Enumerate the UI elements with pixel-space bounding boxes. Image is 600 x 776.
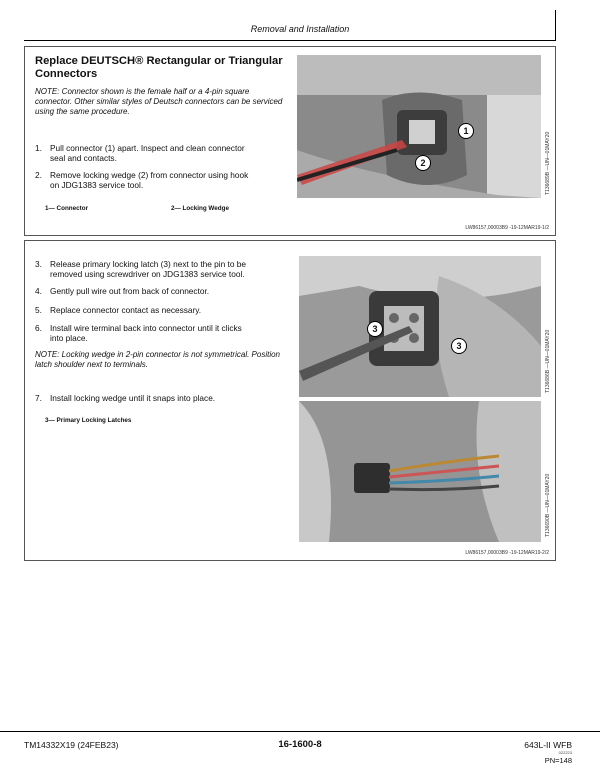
document-reference: LW86157,00003B9 -19-12MAR19-1/2: [465, 225, 549, 231]
step-3: 3. Release primary locking latch (3) next to the pin to be removed using screwdriver on JDG1383 service tool.: [35, 259, 246, 279]
print-date-code: 022223: [558, 750, 572, 755]
page-number: 16-1600-8: [278, 739, 322, 750]
connector-photo-1: [297, 55, 541, 198]
footer-rule: [0, 731, 600, 732]
header-rule: [24, 40, 556, 41]
figure-id: T136689B —UN—01MAY20: [545, 131, 551, 195]
note-connector: NOTE: Connector shown is the female half or a 4-pin square connector. Other similar styles of Deutsch connectors can be serviced using the same procedure.: [35, 87, 283, 116]
callout-1: 1: [458, 123, 474, 139]
document-reference: LW86157,00003B9 -19-12MAR19-2/2: [465, 550, 549, 556]
figure-id-1: T136686B —UN—01MAY20: [545, 329, 551, 393]
legend-primary-locking-latches: 3— Primary Locking Latches: [45, 417, 132, 424]
section-title: Replace DEUTSCH® Rectangular or Triangular Connectors: [35, 55, 283, 80]
pn-number: PN=148: [544, 756, 572, 765]
legend-connector: 1— Connector: [45, 205, 89, 212]
running-header: Removal and Installation: [250, 24, 350, 34]
procedure-block-2: [24, 240, 556, 561]
procedure-block-1: [24, 46, 556, 236]
photo-illustration: [297, 55, 541, 198]
callout-3-right: 3: [451, 338, 467, 354]
connector-photo-2: [299, 256, 541, 397]
machine-model: 643L-II WFB: [524, 740, 572, 750]
step-6: 6. Install wire terminal back into connector until it clicks into place.: [35, 323, 242, 343]
step-4: 4. Gently pull wire out from back of connector.: [35, 286, 210, 296]
photo-illustration: [299, 401, 541, 542]
step-5: 5. Replace connector contact as necessary.: [35, 305, 202, 315]
callout-2: 2: [415, 155, 431, 171]
callout-3-left: 3: [367, 321, 383, 337]
step-2: 2. Remove locking wedge (2) from connector using hook on JDG1383 service tool.: [35, 170, 249, 190]
connector-photo-3: [299, 401, 541, 542]
legend-locking-wedge: 2— Locking Wedge: [171, 205, 229, 212]
note-locking-wedge: NOTE: Locking wedge in 2-pin connector is not symmetrical. Position latch shoulder next to terminals.: [35, 350, 280, 369]
photo-illustration: [299, 256, 541, 397]
step-7: 7. Install locking wedge until it snaps into place.: [35, 393, 216, 403]
manual-id: TM14332X19 (24FEB23): [24, 740, 119, 750]
step-1: 1. Pull connector (1) apart. Inspect and clean connector seal and contacts.: [35, 143, 245, 163]
figure-id-2: T136690B —UN—01MAY20: [545, 473, 551, 537]
